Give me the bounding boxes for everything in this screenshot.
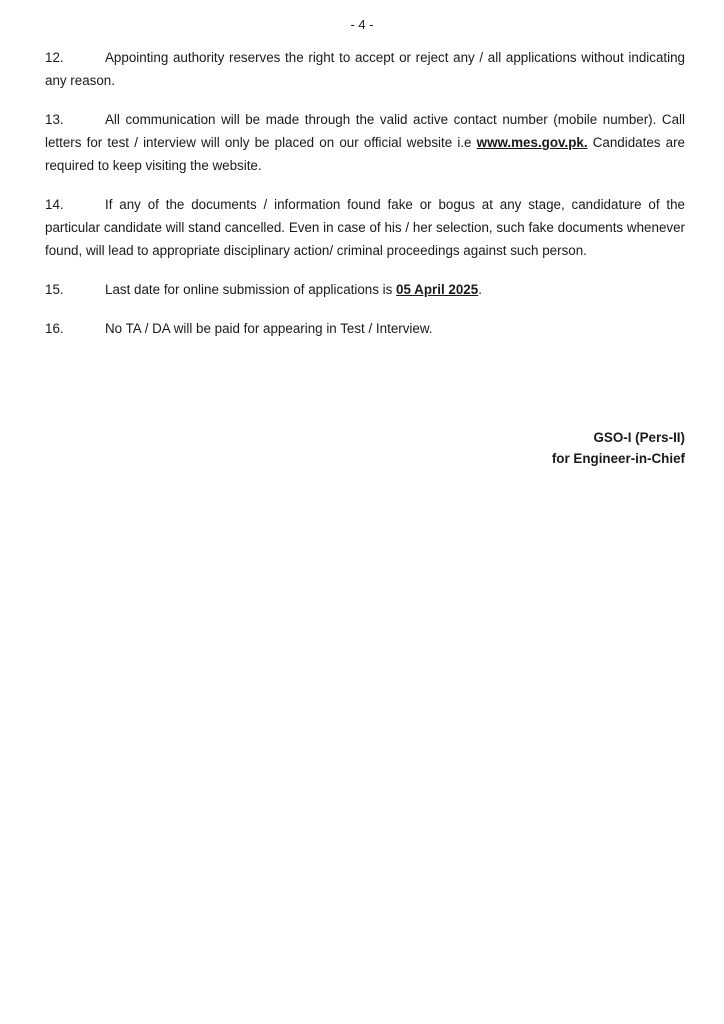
paragraph-text-end: . [478,282,482,297]
document-body [45,46,685,356]
last-date: 05 April 2025 [396,282,479,297]
paragraph-text: No TA / DA will be paid for appearing in Test / Interview. [105,321,433,336]
paragraph-16 [45,317,685,340]
signature-on-behalf: for Engineer-in-Chief [551,451,685,466]
signature-block [552,427,685,469]
paragraph-number: 13. [45,112,64,127]
paragraph-text: Appointing authority reserves the right to accept or reject any / all applications without indicating any reason. [45,50,685,88]
signature-designation: GSO-I (Pers-II) [593,430,685,445]
paragraph-13 [45,108,685,177]
paragraph-12 [45,46,685,92]
paragraph-number: 12. [45,50,64,65]
paragraph-15 [45,278,685,301]
paragraph-number: 14. [45,197,64,212]
paragraph-text: All communication will be made through the valid active contact number (mobile number). Call letters for test / interview will only be placed on our official website i.e [45,112,685,150]
paragraph-number: 16. [45,321,64,336]
website-link[interactable]: www.mes.gov.pk. [476,135,588,150]
paragraph-text-continued: Candidates are required to keep visiting the website. [45,135,685,173]
paragraph-text: If any of the documents / information found fake or bogus at any stage, candidature of the particular candidate will stand cancelled. Even in case of his / her selection, such fake documents whenever found, will lead to appropriate disciplinary action/ criminal proceedings against such person. [45,197,685,258]
paragraph-text: Last date for online submission of applications is [105,282,397,297]
paragraph-number: 15. [45,282,64,297]
paragraph-14 [45,193,685,262]
page-number: - 4 - [350,17,374,32]
